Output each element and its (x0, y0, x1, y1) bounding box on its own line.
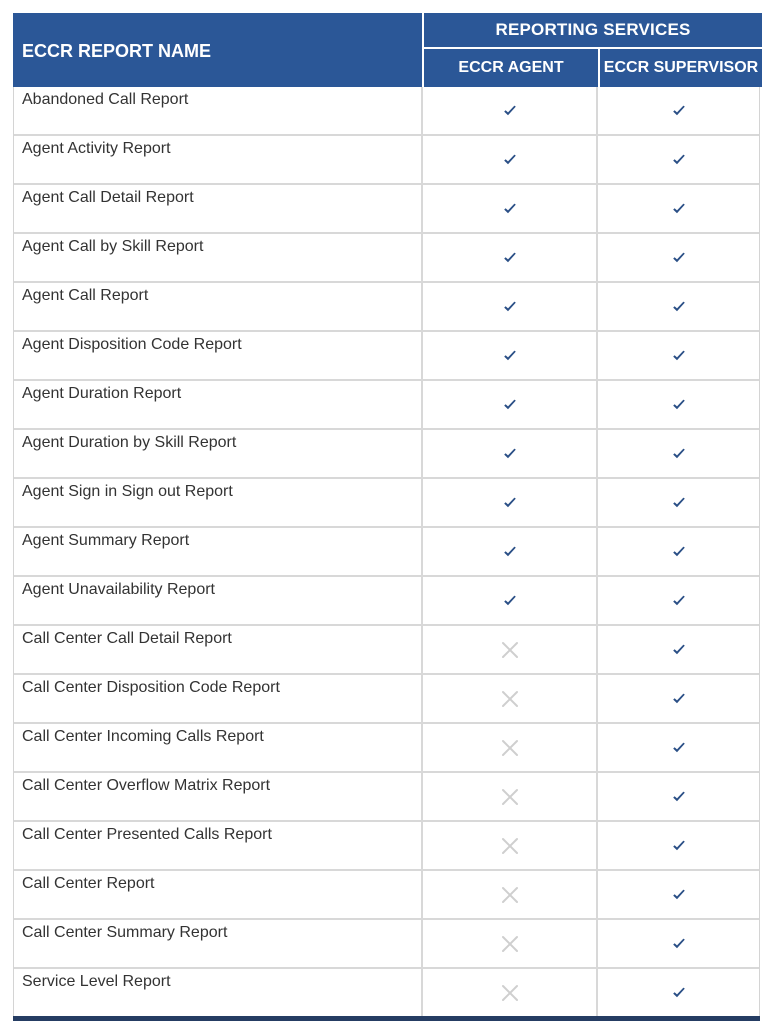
agent-availability-cell (423, 283, 598, 330)
table-row (14, 969, 759, 1018)
check-icon (503, 497, 517, 509)
cross-icon (501, 690, 519, 708)
table-row (14, 234, 759, 283)
check-icon (672, 840, 686, 852)
report-name-cell: Agent Call Detail Report (14, 185, 423, 232)
check-icon (672, 399, 686, 411)
table-row (14, 626, 759, 675)
report-name-cell: Agent Call Report (14, 283, 423, 330)
table-row (14, 479, 759, 528)
check-icon (672, 203, 686, 215)
agent-availability-cell (423, 430, 598, 477)
agent-availability-cell (423, 479, 598, 526)
report-name-cell: Agent Summary Report (14, 528, 423, 575)
check-icon (503, 546, 517, 558)
cross-icon (501, 641, 519, 659)
check-icon (672, 889, 686, 901)
report-name-cell: Call Center Presented Calls Report (14, 822, 423, 869)
report-name-column-header: ECCR REPORT NAME (13, 13, 422, 87)
cross-icon (501, 788, 519, 806)
agent-availability-cell (423, 626, 598, 673)
check-icon (503, 154, 517, 166)
reporting-services-header: REPORTING SERVICES (424, 13, 762, 47)
report-availability-table (13, 13, 760, 1021)
table-row (14, 332, 759, 381)
supervisor-availability-cell (598, 626, 759, 673)
check-icon (672, 595, 686, 607)
agent-availability-cell (423, 185, 598, 232)
check-icon (503, 105, 517, 117)
agent-availability-cell (423, 920, 598, 967)
report-name-cell: Service Level Report (14, 969, 423, 1016)
report-name-cell: Call Center Call Detail Report (14, 626, 423, 673)
supervisor-availability-cell (598, 969, 759, 1016)
check-icon (503, 399, 517, 411)
table-row (14, 822, 759, 871)
table-row (14, 136, 759, 185)
supervisor-availability-cell (598, 675, 759, 722)
table-bottom-bar (13, 1016, 760, 1021)
check-icon (672, 252, 686, 264)
supervisor-availability-cell (598, 136, 759, 183)
check-icon (503, 350, 517, 362)
agent-availability-cell (423, 136, 598, 183)
check-icon (503, 252, 517, 264)
agent-availability-cell (423, 577, 598, 624)
check-icon (672, 154, 686, 166)
check-icon (672, 497, 686, 509)
supervisor-availability-cell (598, 87, 759, 134)
report-name-cell: Call Center Report (14, 871, 423, 918)
supervisor-availability-cell (598, 822, 759, 869)
cross-icon (501, 886, 519, 904)
agent-availability-cell (423, 332, 598, 379)
check-icon (672, 742, 686, 754)
report-name-cell: Call Center Incoming Calls Report (14, 724, 423, 771)
supervisor-availability-cell (598, 283, 759, 330)
agent-availability-cell (423, 528, 598, 575)
table-row (14, 381, 759, 430)
report-name-cell: Agent Call by Skill Report (14, 234, 423, 281)
cross-icon (501, 739, 519, 757)
check-icon (672, 546, 686, 558)
table-body (13, 87, 760, 1018)
report-name-cell: Agent Duration Report (14, 381, 423, 428)
table-row (14, 528, 759, 577)
eccr-supervisor-column-header: ECCR SUPERVISOR (600, 49, 762, 87)
agent-availability-cell (423, 381, 598, 428)
supervisor-availability-cell (598, 479, 759, 526)
agent-availability-cell (423, 871, 598, 918)
table-row (14, 430, 759, 479)
report-name-cell: Agent Activity Report (14, 136, 423, 183)
table-row (14, 185, 759, 234)
check-icon (672, 791, 686, 803)
check-icon (672, 987, 686, 999)
report-name-cell: Abandoned Call Report (14, 87, 423, 134)
table-row (14, 675, 759, 724)
cross-icon (501, 935, 519, 953)
table-row (14, 724, 759, 773)
eccr-agent-column-header: ECCR AGENT (424, 49, 598, 87)
agent-availability-cell (423, 969, 598, 1016)
report-name-cell: Agent Disposition Code Report (14, 332, 423, 379)
report-name-cell: Agent Duration by Skill Report (14, 430, 423, 477)
table-row (14, 920, 759, 969)
supervisor-availability-cell (598, 920, 759, 967)
table-row (14, 871, 759, 920)
supervisor-availability-cell (598, 773, 759, 820)
check-icon (672, 938, 686, 950)
cross-icon (501, 984, 519, 1002)
cross-icon (501, 837, 519, 855)
table-header (13, 13, 760, 87)
check-icon (503, 595, 517, 607)
agent-availability-cell (423, 773, 598, 820)
report-name-cell: Call Center Summary Report (14, 920, 423, 967)
table-row (14, 87, 759, 136)
table-row (14, 283, 759, 332)
check-icon (503, 301, 517, 313)
agent-availability-cell (423, 87, 598, 134)
supervisor-availability-cell (598, 234, 759, 281)
table-row (14, 577, 759, 626)
check-icon (672, 350, 686, 362)
supervisor-availability-cell (598, 430, 759, 477)
supervisor-availability-cell (598, 185, 759, 232)
supervisor-availability-cell (598, 871, 759, 918)
report-name-cell: Call Center Disposition Code Report (14, 675, 423, 722)
report-name-cell: Agent Sign in Sign out Report (14, 479, 423, 526)
check-icon (672, 105, 686, 117)
agent-availability-cell (423, 234, 598, 281)
supervisor-availability-cell (598, 577, 759, 624)
check-icon (672, 644, 686, 656)
check-icon (672, 693, 686, 705)
check-icon (672, 448, 686, 460)
table-row (14, 773, 759, 822)
report-name-cell: Agent Unavailability Report (14, 577, 423, 624)
supervisor-availability-cell (598, 332, 759, 379)
check-icon (503, 203, 517, 215)
report-name-cell: Call Center Overflow Matrix Report (14, 773, 423, 820)
agent-availability-cell (423, 724, 598, 771)
check-icon (672, 301, 686, 313)
supervisor-availability-cell (598, 528, 759, 575)
supervisor-availability-cell (598, 724, 759, 771)
supervisor-availability-cell (598, 381, 759, 428)
agent-availability-cell (423, 822, 598, 869)
agent-availability-cell (423, 675, 598, 722)
check-icon (503, 448, 517, 460)
